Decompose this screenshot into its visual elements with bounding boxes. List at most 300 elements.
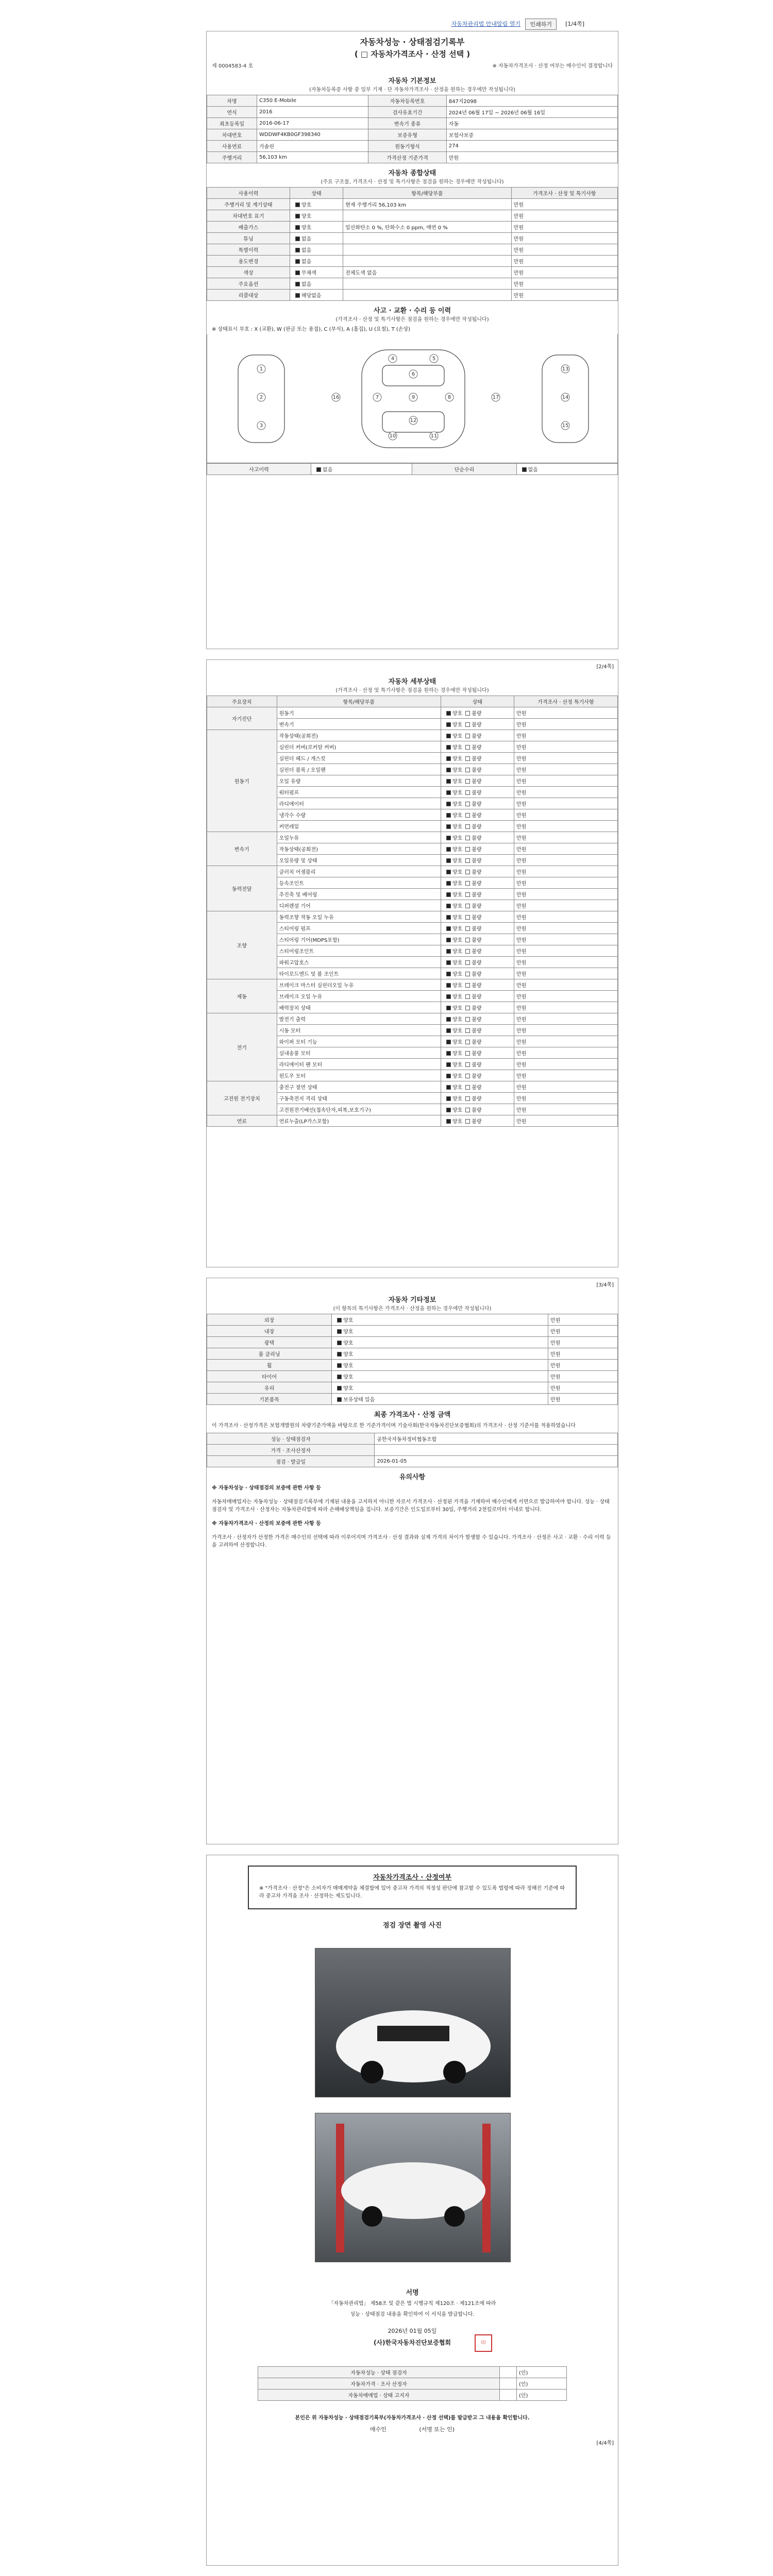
checkbox-icon <box>465 790 470 795</box>
basic-value: 자동 <box>446 118 617 129</box>
detail-item: 연료누출(LP가스포함) <box>277 1115 441 1127</box>
detail-price: 만원 <box>514 1036 617 1047</box>
detail-price: 만원 <box>514 991 617 1002</box>
page-1 <box>206 31 618 649</box>
other-info-value: 양호 <box>332 1337 548 1348</box>
inspector-value: 공한국자동차정비협동조합 <box>375 1433 618 1445</box>
detail-price: 만원 <box>514 741 617 753</box>
detail-row <box>207 1081 618 1093</box>
detail-price: 만원 <box>514 1104 617 1115</box>
status-row <box>207 210 618 222</box>
detail-item: 변속기 <box>277 719 441 730</box>
panel-label: 3 <box>259 423 263 429</box>
checkbox-icon <box>446 926 451 931</box>
detail-price: 만원 <box>514 889 617 900</box>
checkbox-icon <box>446 1108 451 1112</box>
other-info-key: 내장 <box>207 1326 332 1337</box>
other-info-value: 양호 <box>332 1382 548 1394</box>
signer-seal: (인) <box>516 2378 566 2389</box>
basic-value: C350 E-Mobile <box>257 95 368 107</box>
panel-label: 17 <box>492 395 499 400</box>
checkbox-icon <box>465 1096 470 1101</box>
detail-price: 만원 <box>514 1013 617 1025</box>
detail-state: 양호 불량 <box>441 764 514 775</box>
checkbox-icon <box>465 836 470 840</box>
accident-sub: (가격조사 · 산정 및 특기사항은 점검을 원하는 경우에만 작성됩니다) <box>335 317 489 323</box>
other-info-key: 기본품목 <box>207 1394 332 1405</box>
status-item: 용도변경 <box>207 256 290 267</box>
checkbox-icon <box>465 1119 470 1124</box>
basic-info-table <box>207 95 618 163</box>
detail-state: 양호 불량 <box>441 730 514 741</box>
panel-label: 11 <box>430 433 438 439</box>
detail-price: 만원 <box>514 821 617 832</box>
checkbox-icon <box>446 1006 451 1010</box>
status-row <box>207 222 618 233</box>
detail-state: 양호 불량 <box>441 1115 514 1127</box>
detail-table <box>207 696 618 1127</box>
detail-price: 만원 <box>514 1070 617 1081</box>
car-lift-photo-icon <box>315 2113 511 2262</box>
detail-price: 만원 <box>514 832 617 843</box>
other-info-price: 만원 <box>548 1348 618 1360</box>
basic-key: 보증유형 <box>368 129 446 141</box>
accident-key: 단순수리 <box>412 464 516 475</box>
checkbox-icon <box>465 722 470 727</box>
checkbox-icon <box>446 836 451 840</box>
detail-state: 양호 불량 <box>441 1002 514 1013</box>
detail-state: 양호 불량 <box>441 843 514 855</box>
detail-item: 작동상태(공회전) <box>277 843 441 855</box>
checkbox-icon <box>446 802 451 806</box>
detail-group: 연료 <box>207 1115 277 1127</box>
checkbox-icon <box>522 467 527 472</box>
checkbox-icon <box>465 904 470 908</box>
detail-state: 양호 불량 <box>441 775 514 787</box>
other-info-price: 만원 <box>548 1360 618 1371</box>
checkbox-icon <box>465 734 470 738</box>
other-info-value: 양호 <box>332 1371 548 1382</box>
detail-group: 제동 <box>207 979 277 1013</box>
detail-state: 양호 불량 <box>441 911 514 923</box>
detail-state: 양호 불량 <box>441 1025 514 1036</box>
basic-value: 보험사보증 <box>446 129 617 141</box>
other-info-key: 룸 클리닝 <box>207 1348 332 1360</box>
checkbox-icon <box>295 214 300 218</box>
signer-role: 자동차매매업 · 상태 고지자 <box>258 2389 500 2401</box>
detail-price: 만원 <box>514 1059 617 1070</box>
detail-price: 만원 <box>514 1025 617 1036</box>
signer-row <box>258 2378 567 2389</box>
basic-key: 연식 <box>207 107 257 118</box>
detail-state: 양호 불량 <box>441 900 514 911</box>
consent-box <box>248 1866 577 1909</box>
status-item: 색상 <box>207 267 290 278</box>
detail-price: 만원 <box>514 787 617 798</box>
detail-item: 실내송풍 모터 <box>277 1047 441 1059</box>
sign-line-1: 「자동차관리법」 제58조 및 같은 법 시행규칙 제120조 · 제121조에 따라 <box>328 2301 496 2307</box>
status-detail <box>343 210 512 222</box>
status-price: 만원 <box>511 267 617 278</box>
signer-name <box>500 2389 517 2401</box>
status-header: 사용이력 <box>207 188 290 199</box>
detail-state: 양호 불량 <box>441 968 514 979</box>
checkbox-icon <box>465 1006 470 1010</box>
basic-value: 가솔린 <box>257 141 368 152</box>
inspection-photo-front <box>315 1948 511 2097</box>
checkbox-icon <box>465 756 470 761</box>
detail-row <box>207 911 618 923</box>
checkbox-icon <box>446 915 451 920</box>
status-item: 특별이력 <box>207 244 290 256</box>
other-info-key: 휠 <box>207 1360 332 1371</box>
doc-title: 자동차성능 · 상태점검기록부 <box>360 37 465 47</box>
status-price: 만원 <box>511 290 617 301</box>
signer-role: 자동차가격 · 조사 산정자 <box>258 2378 500 2389</box>
detail-price: 만원 <box>514 957 617 968</box>
detail-row <box>207 730 618 741</box>
checkbox-icon <box>446 847 451 852</box>
basic-key: 주행거리 <box>207 152 257 163</box>
detail-state: 양호 불량 <box>441 1104 514 1115</box>
detail-item: 추진축 및 베어링 <box>277 889 441 900</box>
estimate-title: 최종 가격조사 · 산정 금액 <box>374 1411 451 1419</box>
price-notice: ※ 자동차가격조사 · 산정 여부는 매수인이 결정합니다 <box>492 63 613 69</box>
checkbox-icon <box>446 711 451 716</box>
checkbox-icon <box>446 858 451 863</box>
checkbox-icon <box>446 949 451 954</box>
detail-price: 만원 <box>514 707 617 719</box>
signer-row <box>258 2367 567 2378</box>
detail-price: 만원 <box>514 877 617 889</box>
status-item: 배출가스 <box>207 222 290 233</box>
checkbox-icon <box>465 858 470 863</box>
signer-row <box>258 2389 567 2401</box>
notes-heading-1: ※ 자동차성능 · 상태점검의 보증에 관한 사항 등 <box>212 1485 321 1491</box>
checkbox-icon <box>465 1074 470 1078</box>
detail-header: 항목/해당부품 <box>277 696 441 707</box>
checkbox-icon <box>337 1341 342 1345</box>
detail-header: 주요장치 <box>207 696 277 707</box>
checkbox-icon <box>465 824 470 829</box>
other-info-key: 타이어 <box>207 1371 332 1382</box>
status-detail: 일산화탄소 0 %, 탄화수소 0 ppm, 매연 0 % <box>343 222 512 233</box>
detail-item: 냉각수 수량 <box>277 809 441 821</box>
detail-item: 브레이크 마스터 실린더오일 누유 <box>277 979 441 991</box>
law-notice-link[interactable]: 자동차관리법 안내알림 열기 <box>451 21 520 27</box>
detail-state: 양호 불량 <box>441 1059 514 1070</box>
basic-row <box>207 118 618 129</box>
sign-date: 2026년 01월 05일 <box>388 2328 437 2334</box>
detail-price: 만원 <box>514 934 617 945</box>
status-title: 자동차 종합상태 <box>388 170 436 177</box>
inspector-row <box>207 1445 618 1456</box>
checkbox-icon <box>446 870 451 874</box>
basic-info-title: 자동차 기본정보 <box>388 77 436 85</box>
panel-label: 8 <box>447 395 451 400</box>
detail-state: 양호 불량 <box>441 707 514 719</box>
panel-label: 1 <box>259 366 263 372</box>
checkbox-icon <box>465 960 470 965</box>
detail-state: 양호 불량 <box>441 719 514 730</box>
checkbox-icon <box>465 1017 470 1022</box>
panel-label: 4 <box>391 356 395 362</box>
other-info-value: 보유상태 있음 <box>332 1394 548 1405</box>
car-front-photo-icon <box>315 1948 511 2097</box>
other-info-row <box>207 1394 618 1405</box>
status-item: 주요옵션 <box>207 278 290 290</box>
basic-key: 최초등록일 <box>207 118 257 129</box>
inspector-row <box>207 1433 618 1445</box>
detail-state: 양호 불량 <box>441 866 514 877</box>
detail-sub: (가격조사 · 산정 및 특기사항은 점검을 원하는 경우에만 작성됩니다) <box>335 688 489 693</box>
checkbox-icon <box>446 790 451 795</box>
signer-name <box>500 2367 517 2378</box>
detail-item: 스티어링 펌프 <box>277 923 441 934</box>
basic-row <box>207 129 618 141</box>
detail-group: 전기 <box>207 1013 277 1081</box>
checkbox-icon <box>446 972 451 976</box>
detail-price: 만원 <box>514 809 617 821</box>
basic-row <box>207 141 618 152</box>
detail-item: 윈도우 모터 <box>277 1070 441 1081</box>
checkbox-icon <box>465 881 470 886</box>
detail-state: 양호 불량 <box>441 877 514 889</box>
checkbox-icon <box>295 202 300 207</box>
receiver-line <box>207 2425 618 2433</box>
status-header: 상태 <box>290 188 343 199</box>
other-info-row <box>207 1360 618 1371</box>
panel-label: 12 <box>410 418 417 423</box>
detail-price: 만원 <box>514 866 617 877</box>
status-row <box>207 233 618 244</box>
detail-item: 동력조향 작동 오일 누유 <box>277 911 441 923</box>
detail-price: 만원 <box>514 843 617 855</box>
detail-price: 만원 <box>514 730 617 741</box>
detail-state: 양호 불량 <box>441 1070 514 1081</box>
detail-price: 만원 <box>514 911 617 923</box>
accident-key: 사고이력 <box>207 464 311 475</box>
status-item: 튜닝 <box>207 233 290 244</box>
other-info-key: 유리 <box>207 1382 332 1394</box>
detail-item: 발전기 출력 <box>277 1013 441 1025</box>
panel-label: 10 <box>389 433 396 439</box>
basic-value: 2024년 06월 17일 ~ 2026년 06월 16일 <box>446 107 617 118</box>
detail-item: 실린더 커버(로커암 커버) <box>277 741 441 753</box>
panel-label: 5 <box>432 356 436 362</box>
detail-price: 만원 <box>514 775 617 787</box>
detail-state: 양호 불량 <box>441 957 514 968</box>
print-button[interactable]: 인쇄하기 <box>525 19 557 30</box>
other-info-row <box>207 1314 618 1326</box>
status-item: 차대번호 표기 <box>207 210 290 222</box>
detail-row <box>207 1013 618 1025</box>
detail-item: 실린더 블록 / 오일팬 <box>277 764 441 775</box>
notes-title: 유의사항 <box>399 1473 426 1481</box>
reg-number: 제 0004583-4 호 <box>212 63 254 69</box>
status-state: 양호 <box>290 210 343 222</box>
basic-value: 2016 <box>257 107 368 118</box>
status-price: 만원 <box>511 278 617 290</box>
signers-table <box>258 2366 567 2401</box>
checkbox-icon <box>337 1375 342 1379</box>
notes-body-1: 자동차매매업자는 자동차성능 · 상태점검기록부에 기재된 내용을 고지하지 아니한 자로서 가격조사 · 산정된 가격을 기재하여 매수인에게 서면으로 발급하여야 합니다. 성능 · 상태점검자 및 가격조사 · 산정자는 자동차관리법에 따라 손해배상책임을 집니다. 보증기간은 인도일로부터 30일, 주행거리 2천킬로미터 이내로 합니다. <box>212 1499 610 1513</box>
signer-role: 자동차성능 · 상태 점검자 <box>258 2367 500 2378</box>
detail-item: 브레이크 오일 누유 <box>277 991 441 1002</box>
checkbox-icon <box>465 1040 470 1044</box>
detail-state: 양호 불량 <box>441 855 514 866</box>
status-state: 없음 <box>290 278 343 290</box>
signer-seal: (인) <box>516 2367 566 2378</box>
status-price: 만원 <box>511 210 617 222</box>
basic-value: 만원 <box>446 152 617 163</box>
detail-group: 고전원 전기장치 <box>207 1081 277 1115</box>
page-2 <box>206 659 618 1267</box>
checkbox-icon <box>337 1329 342 1334</box>
other-info-price: 만원 <box>548 1371 618 1382</box>
other-info-row <box>207 1337 618 1348</box>
doc-meta <box>207 59 618 71</box>
other-info-row <box>207 1348 618 1360</box>
other-info-title: 자동차 기타정보 <box>388 1296 436 1304</box>
status-price: 만원 <box>511 199 617 210</box>
checkbox-icon <box>465 926 470 931</box>
status-header: 가격조사 · 산정 및 특기사항 <box>511 188 617 199</box>
other-info-row <box>207 1326 618 1337</box>
detail-price: 만원 <box>514 979 617 991</box>
detail-item: 클러치 어셈블리 <box>277 866 441 877</box>
status-state: 양호 <box>290 199 343 210</box>
accident-title: 사고 · 교환 · 수리 등 이력 <box>373 307 451 315</box>
detail-item: 원동기 <box>277 707 441 719</box>
checkbox-icon <box>295 293 300 298</box>
checkbox-icon <box>465 802 470 806</box>
detail-group: 동력전달 <box>207 866 277 911</box>
detail-item: 오일유량 및 상태 <box>277 855 441 866</box>
page-3 <box>206 1278 618 1844</box>
receiver-seal: (서명 또는 인) <box>419 2426 455 2433</box>
basic-value: 56,103 km <box>257 152 368 163</box>
status-item: 리콜대상 <box>207 290 290 301</box>
checkbox-icon <box>446 1096 451 1101</box>
detail-group: 원동기 <box>207 730 277 832</box>
signature-section <box>207 2283 618 2451</box>
checkbox-icon <box>465 768 470 772</box>
panel-label: 7 <box>375 395 379 400</box>
accident-legend: ※ 상태표시 부호 : X (교환), W (판금 또는 용접), C (부식), A (흠집), U (요철), T (손상) <box>212 327 411 332</box>
status-price: 만원 <box>511 222 617 233</box>
detail-item: 와이퍼 모터 기능 <box>277 1036 441 1047</box>
other-info-value: 양호 <box>332 1314 548 1326</box>
detail-header: 상태 <box>441 696 514 707</box>
basic-key: 원동기형식 <box>368 141 446 152</box>
basic-key: 가격산정 기준가격 <box>368 152 446 163</box>
checkbox-icon <box>446 1085 451 1090</box>
status-row <box>207 256 618 267</box>
checkbox-icon <box>446 756 451 761</box>
detail-price: 만원 <box>514 1081 617 1093</box>
detail-item: 배력장치 상태 <box>277 1002 441 1013</box>
status-row <box>207 267 618 278</box>
checkbox-icon <box>337 1363 342 1368</box>
accident-value: 없음 <box>516 464 617 475</box>
sign-title: 서명 <box>406 2289 419 2297</box>
inspector-key: 점검 · 발급일 <box>207 1456 375 1467</box>
detail-item: 오일누유 <box>277 832 441 843</box>
receiver-label: 매수인 <box>369 2426 386 2433</box>
inspector-value <box>375 1445 618 1456</box>
status-header: 항목/해당부품 <box>343 188 512 199</box>
other-info-value: 양호 <box>332 1326 548 1337</box>
checkbox-icon <box>465 1051 470 1056</box>
status-price: 만원 <box>511 233 617 244</box>
status-detail <box>343 233 512 244</box>
checkbox-icon <box>465 847 470 852</box>
basic-key: 차명 <box>207 95 257 107</box>
status-detail: 전체도색 없음 <box>343 267 512 278</box>
checkbox-icon <box>316 467 321 472</box>
checkbox-icon <box>295 248 300 252</box>
checkbox-icon <box>465 949 470 954</box>
detail-row <box>207 1115 618 1127</box>
status-detail <box>343 244 512 256</box>
status-state: 무채색 <box>290 267 343 278</box>
org-seal-icon: 印 <box>475 2334 492 2352</box>
other-info-price: 만원 <box>548 1394 618 1405</box>
checkbox-icon <box>465 870 470 874</box>
status-row <box>207 244 618 256</box>
other-info-key: 광택 <box>207 1337 332 1348</box>
page-indicator-3: [3/4쪽] <box>596 1282 614 1288</box>
status-state: 해당없음 <box>290 290 343 301</box>
detail-state: 양호 불량 <box>441 979 514 991</box>
other-info-price: 만원 <box>548 1314 618 1326</box>
consent-title: 자동차가격조사 · 산정여부 <box>373 1874 452 1882</box>
checkbox-icon <box>446 1062 451 1067</box>
checkbox-icon <box>446 983 451 988</box>
detail-header: 가격조사 · 산정 특기사항 <box>514 696 617 707</box>
status-price: 만원 <box>511 256 617 267</box>
other-info-sub: (이 항목의 특기사항은 가격조사 · 산정을 원하는 경우에만 작성됩니다) <box>333 1306 492 1312</box>
detail-item: 라디에이터 팬 모터 <box>277 1059 441 1070</box>
detail-state: 양호 불량 <box>441 787 514 798</box>
checkbox-icon <box>465 915 470 920</box>
detail-state: 양호 불량 <box>441 991 514 1002</box>
checkbox-icon <box>337 1397 342 1402</box>
detail-price: 만원 <box>514 1047 617 1059</box>
checkbox-icon <box>446 734 451 738</box>
checkbox-icon <box>446 779 451 784</box>
other-info-table <box>207 1314 618 1405</box>
other-info-row <box>207 1382 618 1394</box>
checkbox-icon <box>465 983 470 988</box>
detail-item: 구동축전지 격리 상태 <box>277 1093 441 1104</box>
basic-row <box>207 152 618 163</box>
checkbox-icon <box>446 745 451 750</box>
detail-item: 파워고압호스 <box>277 957 441 968</box>
detail-group: 자기진단 <box>207 707 277 730</box>
status-detail: 현재 주행거리 56,103 km <box>343 199 512 210</box>
detail-state: 양호 불량 <box>441 821 514 832</box>
detail-price: 만원 <box>514 945 617 957</box>
detail-item: 스티어링 기어(MDPS포함) <box>277 934 441 945</box>
checkbox-icon <box>446 768 451 772</box>
status-detail <box>343 278 512 290</box>
detail-state: 양호 불량 <box>441 753 514 764</box>
checkbox-icon <box>465 779 470 784</box>
other-info-price: 만원 <box>548 1382 618 1394</box>
detail-price: 만원 <box>514 1093 617 1104</box>
